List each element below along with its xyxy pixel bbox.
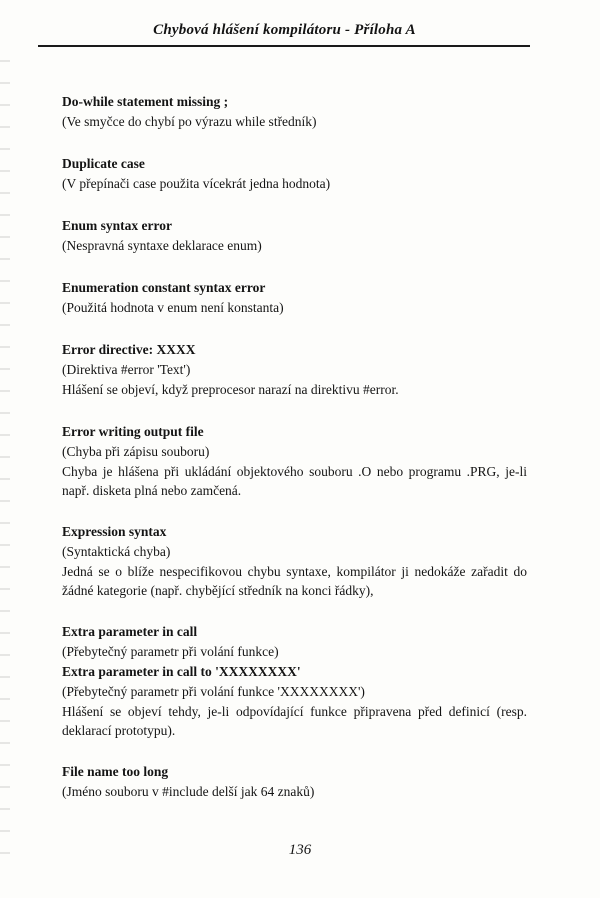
entry-title: Do-while statement missing ; (62, 94, 229, 109)
entry-title: Enumeration constant syntax error (62, 280, 266, 295)
entry-explanation: Jedná se o blíže nespecifikovou chybu syntaxe, kompilátor ji nedokáže zařadit do žádné kategorie (např. chybějící středník na konci řádky), (62, 564, 527, 598)
entry-extra-parameter (62, 622, 527, 740)
running-header: Chybová hlášení kompilátoru - Příloha A (153, 22, 416, 38)
entry-description: (Ve smyčce do chybí po výrazu while středník) (62, 114, 317, 129)
entry-description: (Nespravná syntaxe deklarace enum) (62, 238, 262, 253)
page-number: 136 (288, 842, 312, 858)
entry-explanation: Hlášení se objeví, když preprocesor narazí na direktivu #error. (62, 382, 399, 397)
entry-explanation: Chyba je hlášena při ukládání objektového souboru .O nebo programu .PRG, je-li např. disketa plná nebo zamčená. (62, 464, 527, 498)
entry-description: (Chyba při zápisu souboru) (62, 444, 210, 459)
entry-expression-syntax (62, 522, 527, 600)
entry-description: (Syntaktická chyba) (62, 544, 171, 559)
entry-duplicate-case (62, 154, 527, 194)
header-rule (38, 45, 530, 47)
entry-explanation: Hlášení se objeví tehdy, je-li odpovídající funkce připravena před definicí (resp. deklarací prototypu). (62, 704, 527, 738)
entry-title-variant: Extra parameter in call to 'XXXXXXXX' (62, 664, 301, 679)
entry-title: Enum syntax error (62, 218, 172, 233)
entry-description: (V přepínači case použita vícekrát jedna hodnota) (62, 176, 331, 191)
entry-enumeration-constant (62, 278, 527, 318)
entry-title: Error writing output file (62, 424, 204, 439)
entry-title: Expression syntax (62, 524, 167, 539)
entry-description: (Direktiva #error 'Text') (62, 362, 191, 377)
entry-do-while (62, 92, 527, 132)
entry-description: (Přebytečný parametr při volání funkce) (62, 644, 279, 659)
entry-title: Duplicate case (62, 156, 145, 171)
entry-description: (Jméno souboru v #include delší jak 64 znaků) (62, 784, 315, 799)
entry-title: Extra parameter in call (62, 624, 198, 639)
entry-file-name-too-long (62, 762, 527, 802)
entry-title: File name too long (62, 764, 169, 779)
entry-error-directive (62, 340, 527, 400)
entry-description-variant: (Přebytečný parametr při volání funkce 'XXXXXXXX') (62, 684, 365, 699)
entry-enum-syntax (62, 216, 527, 256)
entry-description: (Použitá hodnota v enum není konstanta) (62, 300, 284, 315)
content (62, 92, 527, 824)
entry-title: Error directive: XXXX (62, 342, 196, 357)
binding-edge (0, 40, 10, 860)
entry-error-writing-output (62, 422, 527, 500)
